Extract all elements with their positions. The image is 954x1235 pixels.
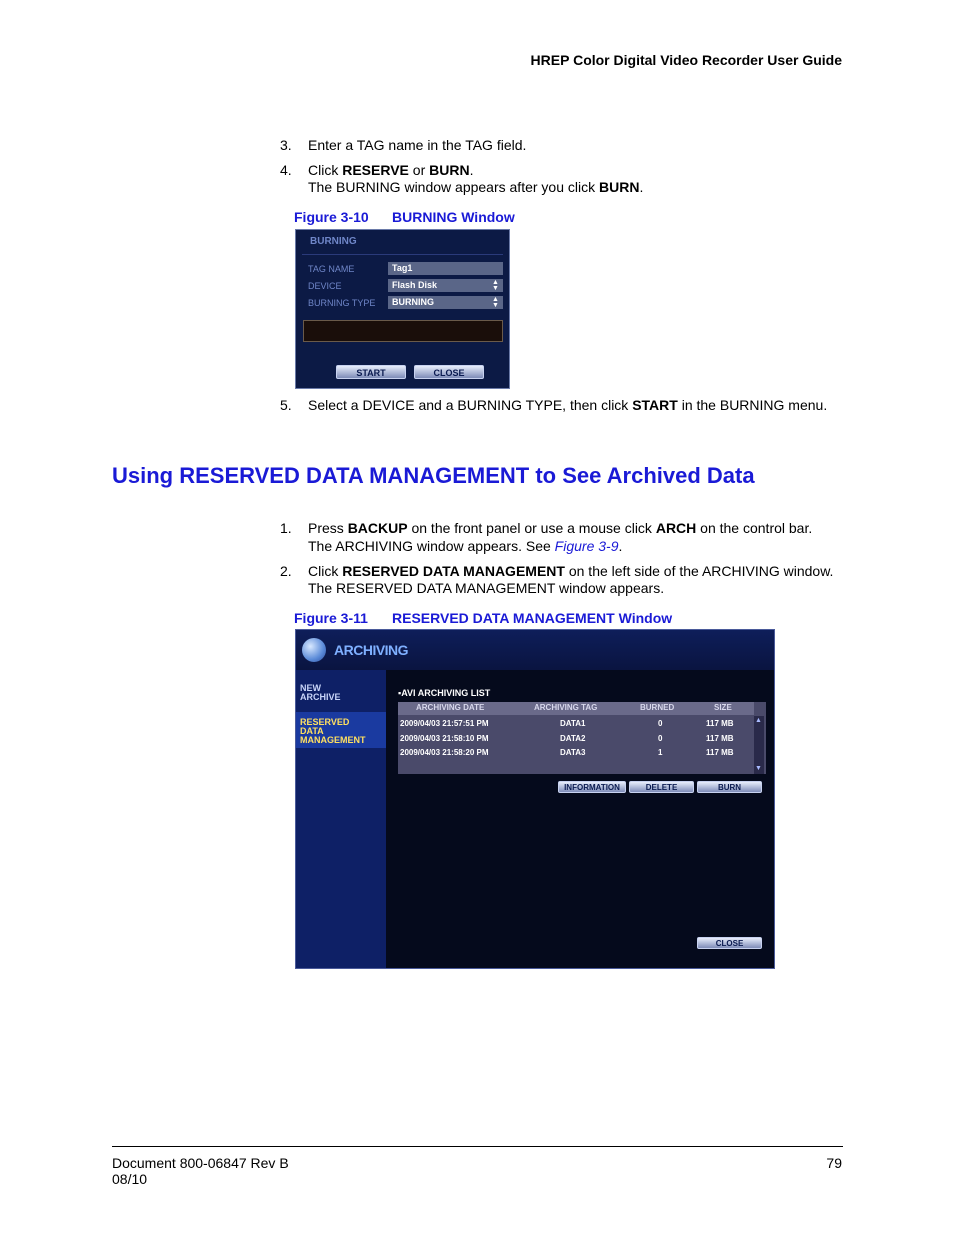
device-label: DEVICE: [308, 281, 342, 291]
tag-name-field[interactable]: Tag1: [388, 262, 503, 275]
figure-3-9-link[interactable]: Figure 3-9: [554, 538, 619, 554]
table-cell[interactable]: 117 MB: [706, 748, 734, 757]
window-title: ARCHIVING: [334, 642, 409, 658]
table-cell[interactable]: 0: [658, 734, 663, 743]
device-spinner-icon[interactable]: ▲ ▼: [492, 279, 499, 292]
list-title: ▪AVI ARCHIVING LIST: [398, 688, 491, 698]
close-button[interactable]: CLOSE: [697, 937, 762, 949]
table-cell[interactable]: 117 MB: [706, 734, 734, 743]
device-select[interactable]: Flash Disk: [388, 279, 503, 292]
running-header: HREP Color Digital Video Recorder User Guide: [530, 52, 842, 68]
sidebar-item-new-archive[interactable]: NEW ARCHIVE: [300, 683, 341, 702]
step-text: Select a DEVICE and a BURNING TYPE, then click START in the BURNING menu.: [308, 397, 828, 413]
footer-document: Document 800-06847 Rev B 08/10: [112, 1155, 289, 1187]
page-number: 79: [826, 1155, 842, 1171]
step-text: Press BACKUP on the front panel or use a mouse click ARCH on the control bar.: [308, 520, 813, 536]
burning-window: [295, 229, 510, 389]
column-header: SIZE: [714, 703, 732, 712]
figure-caption: Figure 3-11 RESERVED DATA MANAGEMENT Window: [294, 610, 673, 626]
step-text: Click RESERVED DATA MANAGEMENT on the left side of the ARCHIVING window.: [308, 563, 834, 579]
column-header: ARCHIVING DATE: [416, 703, 485, 712]
step-number: 5.: [280, 397, 292, 413]
tag-name-label: TAG NAME: [308, 264, 355, 274]
step-text: Enter a TAG name in the TAG field.: [308, 137, 527, 153]
table-cell[interactable]: DATA3: [560, 748, 586, 757]
step-number: 3.: [280, 137, 292, 153]
figure-caption: Figure 3-10 BURNING Window: [294, 209, 515, 225]
step-number: 1.: [280, 520, 292, 536]
information-button[interactable]: INFORMATION: [558, 781, 626, 793]
scroll-up-icon[interactable]: ▲: [755, 717, 762, 724]
scroll-down-icon[interactable]: ▼: [755, 765, 762, 772]
footer-rule: [112, 1146, 843, 1147]
divider: [302, 254, 503, 255]
burning-type-select[interactable]: BURNING: [388, 296, 503, 309]
burning-type-spinner-icon[interactable]: ▲ ▼: [492, 296, 499, 309]
sidebar-item-reserved-data-management[interactable]: RESERVED DATA MANAGEMENT: [300, 717, 366, 745]
step-number: 2.: [280, 563, 292, 579]
close-button[interactable]: CLOSE: [414, 365, 484, 379]
table-cell[interactable]: 117 MB: [706, 719, 734, 728]
table-cell[interactable]: 2009/04/03 21:58:10 PM: [400, 734, 489, 743]
table-cell[interactable]: DATA2: [560, 734, 586, 743]
table-cell[interactable]: 1: [658, 748, 663, 757]
table-cell[interactable]: 2009/04/03 21:57:51 PM: [400, 719, 489, 728]
archiving-window: [295, 629, 775, 969]
start-button[interactable]: START: [336, 365, 406, 379]
section-heading: Using RESERVED DATA MANAGEMENT to See Archived Data: [112, 463, 755, 488]
burn-button[interactable]: BURN: [697, 781, 762, 793]
globe-icon: [302, 638, 326, 662]
step-text: Click RESERVE or BURN.: [308, 162, 474, 178]
step-number: 4.: [280, 162, 292, 178]
progress-area: [303, 320, 503, 342]
burning-type-label: BURNING TYPE: [308, 298, 376, 308]
column-header: BURNED: [640, 703, 675, 712]
window-title: BURNING: [310, 236, 357, 247]
delete-button[interactable]: DELETE: [629, 781, 694, 793]
table-cell[interactable]: 2009/04/03 21:58:20 PM: [400, 748, 489, 757]
table-cell[interactable]: DATA1: [560, 719, 586, 728]
column-header: ARCHIVING TAG: [534, 703, 598, 712]
archiving-list-table: [398, 702, 766, 774]
table-cell[interactable]: 0: [658, 719, 663, 728]
